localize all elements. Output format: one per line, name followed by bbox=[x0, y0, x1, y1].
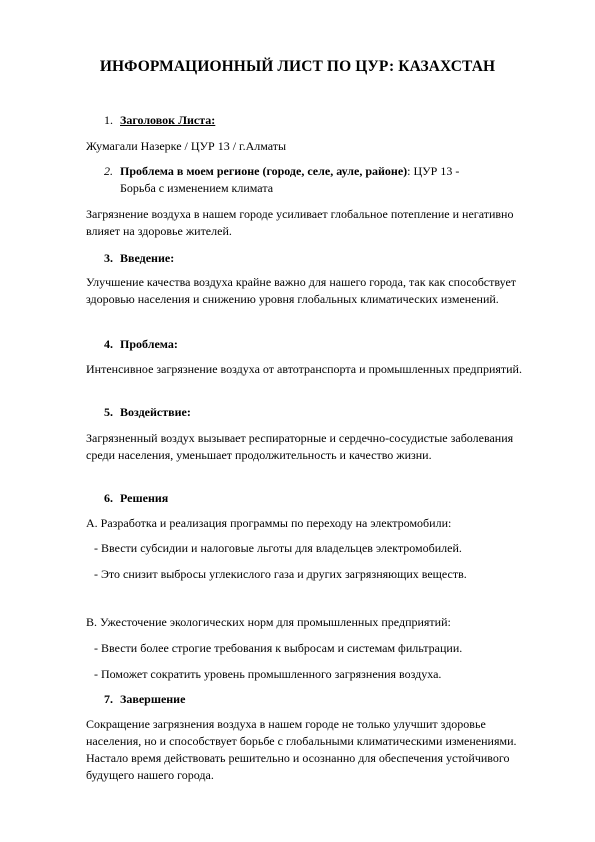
solution-b-text: В. Ужесточение экологических норм для промышленных предприятий: bbox=[86, 615, 451, 629]
section-2-title: Проблема в моем регионе (городе, селе, ауле, районе) bbox=[120, 164, 408, 178]
section-1-text: Жумагали Назерке / ЦУР 13 / г.Алматы bbox=[86, 139, 287, 153]
section-5-text: Загрязненный воздух вызывает респираторные и сердечно-сосудистые заболевания среди населения, уменьшает продолжительность и качество жизни. bbox=[86, 431, 514, 462]
section-7-text: Сокращение загрязнения воздуха в нашем городе не только улучшит здоровье населения, но и способствует борьбе с глобальными климатическими изменениями. Настало время действовать решительно и осознанно для обеспечения устойчивого будущего нашего города. bbox=[86, 717, 517, 782]
section-3-heading bbox=[104, 250, 174, 266]
section-2-heading bbox=[104, 163, 534, 197]
section-6-heading bbox=[104, 490, 168, 506]
section-2-number: 2. bbox=[104, 164, 113, 178]
section-6-number: 6. bbox=[104, 491, 113, 505]
section-2-text: Загрязнение воздуха в нашем городе усиливает глобальное потепление и негативно влияет на здоровье жителей. bbox=[86, 207, 514, 238]
section-4-text: Интенсивное загрязнение воздуха от автотранспорта и промышленных предприятий. bbox=[86, 362, 522, 376]
section-1-title: Заголовок Листа: bbox=[120, 113, 216, 127]
section-3-title: Введение: bbox=[120, 251, 175, 265]
solution-a-bullet-2: - Это снизит выбросы углекислого газа и других загрязняющих веществ. bbox=[94, 567, 467, 581]
section-7-heading bbox=[104, 691, 185, 707]
section-4-title: Проблема: bbox=[120, 337, 178, 351]
solution-b-bullet-1: - Ввести более строгие требования к выбросам и системам фильтрации. bbox=[94, 641, 463, 655]
section-1-number: 1. bbox=[104, 113, 113, 127]
solution-a-text: А. Разработка и реализация программы по переходу на электромобили: bbox=[86, 516, 452, 530]
section-3-text: Улучшение качества воздуха крайне важно для нашего города, так как способствует здоровью населения и снижению уровня глобальных климатических изменений. bbox=[86, 275, 517, 306]
section-2-title-rest: : ЦУР 13 - bbox=[407, 164, 460, 178]
section-1-heading bbox=[104, 112, 215, 128]
section-7-title: Завершение bbox=[120, 692, 186, 706]
section-4-number: 4. bbox=[104, 337, 113, 351]
section-2-title-continued: Борьба с изменением климата bbox=[120, 181, 274, 195]
section-6-title: Решения bbox=[120, 491, 169, 505]
section-4-heading bbox=[104, 336, 178, 352]
solution-b-bullet-2: - Поможет сократить уровень промышленного загрязнения воздуха. bbox=[94, 667, 442, 681]
section-5-heading bbox=[104, 404, 191, 420]
solution-a-bullet-1: - Ввести субсидии и налоговые льготы для владельцев электромобилей. bbox=[94, 541, 462, 555]
section-5-number: 5. bbox=[104, 405, 113, 419]
document-title: ИНФОРМАЦИОННЫЙ ЛИСТ ПО ЦУР: КАЗАХСТАН bbox=[99, 58, 496, 75]
section-7-number: 7. bbox=[104, 692, 113, 706]
section-3-number: 3. bbox=[104, 251, 113, 265]
section-5-title: Воздействие: bbox=[120, 405, 191, 419]
